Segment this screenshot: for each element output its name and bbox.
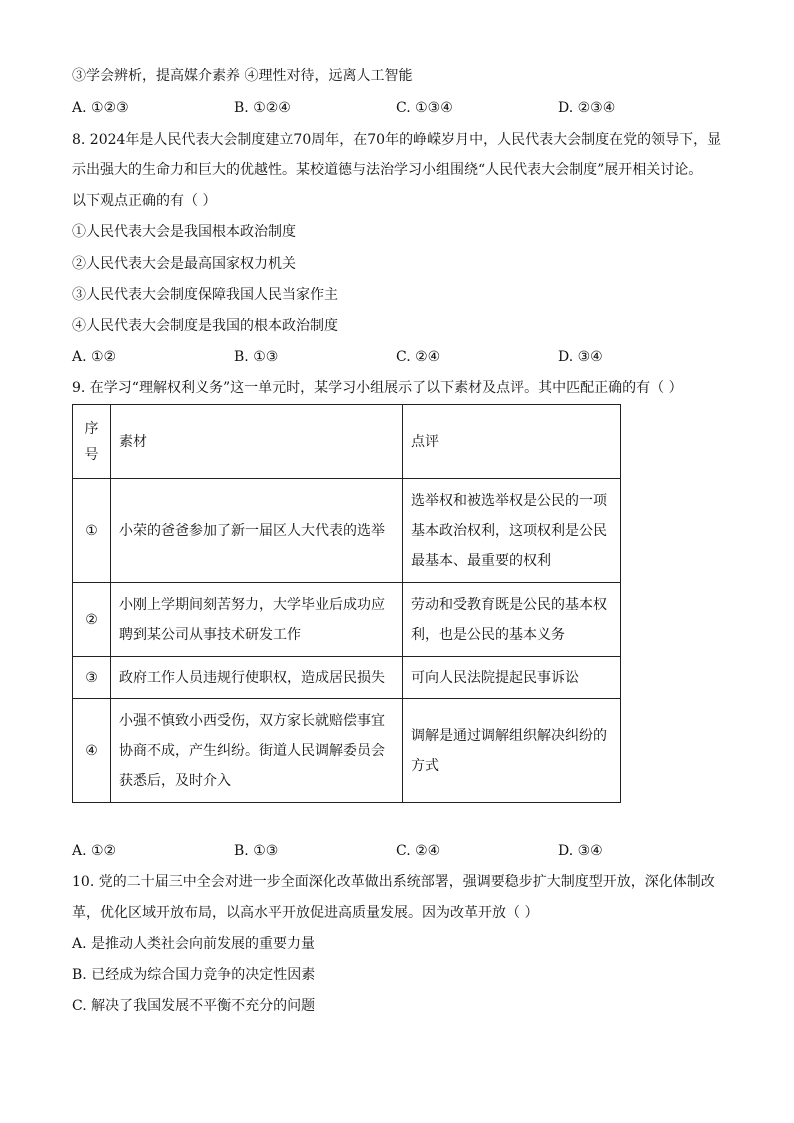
q9-options bbox=[72, 841, 712, 861]
row-4-comment bbox=[403, 699, 621, 803]
q10-option-c[interactable]: C. 解决了我国发展不平衡不充分的问题 bbox=[72, 998, 316, 1014]
material-table bbox=[72, 404, 621, 803]
q8-option-c[interactable]: C. ②④ bbox=[396, 349, 441, 365]
row-4-material bbox=[111, 699, 403, 803]
row-2-number: ② bbox=[73, 583, 111, 657]
q8-options bbox=[72, 347, 712, 367]
q10-option-b[interactable]: B. 已经成为综合国力竞争的决定性因素 bbox=[72, 967, 316, 983]
table-row bbox=[73, 657, 621, 699]
header-serial bbox=[73, 405, 111, 479]
row-4-material-line: 协商不成，产生纠纷。街道人民调解委员会 bbox=[119, 742, 385, 759]
q9-stem: 9. 在学习“理解权利义务”这一单元时，某学习小组展示了以下素材及点评。其中匹配正确的有（ ） bbox=[72, 380, 683, 396]
q7-options bbox=[72, 98, 712, 118]
row-2-comment-line: 利，也是公民的基本义务 bbox=[411, 626, 565, 643]
row-2-material bbox=[111, 583, 403, 657]
row-1-material-line: 小荣的爸爸参加了新一届区人大代表的选举 bbox=[119, 522, 385, 539]
table-header-row bbox=[73, 405, 621, 479]
q10-option-a[interactable]: A. 是推动人类社会向前发展的重要力量 bbox=[72, 936, 316, 952]
q8-option-d[interactable]: D. ③④ bbox=[558, 349, 603, 365]
table-row bbox=[73, 699, 621, 803]
q8-stem-line-1: 8. 2024年是人民代表大会制度建立70周年，在70年的峥嵘岁月中，人民代表大会制度在党的领导下，显 bbox=[72, 132, 722, 148]
row-3-comment-line: 可向人民法院提起民事诉讼 bbox=[411, 669, 579, 686]
header-comment: 点评 bbox=[403, 405, 621, 479]
q7-option-a[interactable]: A. ①②③ bbox=[72, 100, 129, 116]
q9-option-d[interactable]: D. ③④ bbox=[558, 843, 603, 859]
row-2-comment bbox=[403, 583, 621, 657]
row-1-comment-line: 最基本、最重要的权利 bbox=[411, 552, 551, 569]
q7-items-line: ③学会辨析，提高媒介素养 ④理性对待，远离人工智能 bbox=[72, 68, 413, 84]
header-serial-text: 序号 bbox=[84, 420, 99, 463]
row-4-comment-line: 调解是通过调解组织解决纠纷的 bbox=[411, 727, 607, 744]
q9-option-a[interactable]: A. ①② bbox=[72, 843, 117, 859]
q8-item-4: ④人民代表大会制度是我国的根本政治制度 bbox=[72, 318, 338, 334]
row-1-comment-line: 选举权和被选举权是公民的一项 bbox=[411, 492, 607, 509]
row-4-number: ④ bbox=[73, 699, 111, 803]
row-2-comment-line: 劳动和受教育既是公民的基本权 bbox=[411, 596, 607, 613]
q8-option-a[interactable]: A. ①② bbox=[72, 349, 117, 365]
row-3-material bbox=[111, 657, 403, 699]
row-2-material-line: 聘到某公司从事技术研发工作 bbox=[119, 626, 301, 643]
q7-option-b[interactable]: B. ①②④ bbox=[234, 100, 291, 116]
q8-item-1: ①人民代表大会是我国根本政治制度 bbox=[72, 224, 296, 240]
row-1-number: ① bbox=[73, 479, 111, 583]
row-3-material-line: 政府工作人员违规行使职权，造成居民损失 bbox=[119, 669, 385, 686]
q10-stem-line-2: 革，优化区域开放布局，以高水平开放促进高质量发展。因为改革开放（ ） bbox=[72, 905, 539, 921]
row-4-comment-line: 方式 bbox=[411, 757, 439, 774]
q7-option-c[interactable]: C. ①③④ bbox=[396, 100, 453, 116]
q8-stem-line-3: 以下观点正确的有（ ） bbox=[72, 193, 217, 209]
q8-item-3: ③人民代表大会制度保障我国人民当家作主 bbox=[72, 287, 338, 303]
q9-option-c[interactable]: C. ②④ bbox=[396, 843, 441, 859]
q9-option-b[interactable]: B. ①③ bbox=[234, 843, 279, 859]
row-2-material-line: 小刚上学期间刻苦努力，大学毕业后成功应 bbox=[119, 596, 385, 613]
row-3-number: ③ bbox=[73, 657, 111, 699]
header-material: 素材 bbox=[111, 405, 403, 479]
row-1-comment-line: 基本政治权利，这项权利是公民 bbox=[411, 522, 607, 539]
table-row bbox=[73, 479, 621, 583]
q8-option-b[interactable]: B. ①③ bbox=[234, 349, 279, 365]
row-4-material-line: 获悉后，及时介入 bbox=[119, 772, 231, 789]
row-4-material-line: 小强不慎致小西受伤，双方家长就赔偿事宜 bbox=[119, 712, 385, 729]
q8-stem-line-2: 示出强大的生命力和巨大的优越性。某校道德与法治学习小组围绕“人民代表大会制度”展开相关讨论。 bbox=[72, 162, 703, 178]
row-1-comment bbox=[403, 479, 621, 583]
table-row bbox=[73, 583, 621, 657]
q7-option-d[interactable]: D. ②③④ bbox=[558, 100, 616, 116]
row-3-comment bbox=[403, 657, 621, 699]
q10-stem-line-1: 10. 党的二十届三中全会对进一步全面深化改革做出系统部署，强调要稳步扩大制度型开放，深化体制改 bbox=[72, 874, 715, 890]
q8-item-2: ②人民代表大会是最高国家权力机关 bbox=[72, 256, 296, 272]
row-1-material bbox=[111, 479, 403, 583]
